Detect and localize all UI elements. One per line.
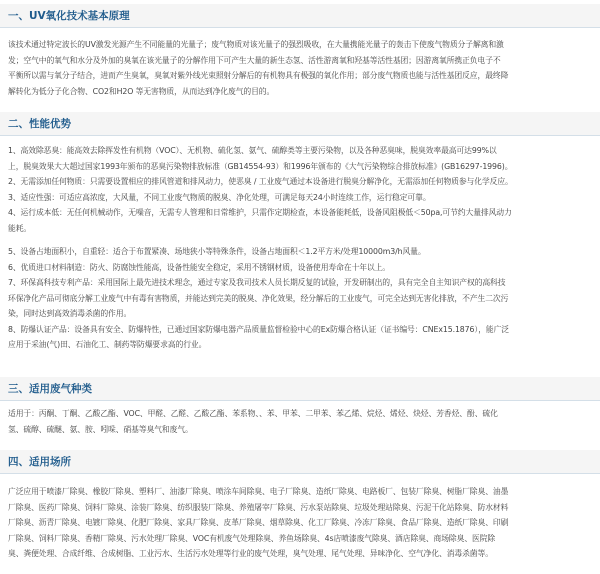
paragraph-line: 8、防爆认证产品：设备具有安全、防爆特性，已通过国家防爆电器产品质量监督检验中心的Ex防爆合格认证（证书编号：CNEx15.1876），能广泛: [8, 324, 509, 334]
section-title: 二、性能优势: [8, 118, 71, 130]
paragraph-spacer: [8, 236, 592, 244]
section-header-1: [0, 4, 600, 28]
paragraph-line: 1、高效除恶臭：能高效去除挥发性有机物（VOC）、无机物、硫化氢、氨气、硫醇类等主要污染物，以及各种恶臭味，脱臭效率最高可达99%以: [8, 146, 497, 155]
paragraph-line: 应用于采油(气)田、石油化工、制药等防爆要求高的行业。: [8, 340, 207, 349]
paragraph-line: 3、适应性强：可适应高浓度，大风量，不同工业废气物质的脱臭、净化处理，可满足每天24小时连续工作，运行稳定可靠。: [8, 192, 431, 202]
paragraph-line: 适用于：丙酮、丁酮、乙酸乙酯、VOC、甲醛、乙醛、乙酸乙酯、苯系物、、苯、甲苯、二甲苯、苯乙烯、烷烃、烯烃、炔烃、芳香烃、酚、硫化: [8, 409, 498, 418]
paragraph-line: 平衡所以需与氧分子结合，进而产生臭氧，臭氧对紫外线光束照射分解后的有机物具有极强的氧化作用；部分废气物质也能与活性基团反应，最终降: [8, 71, 509, 80]
paragraph-line: 该技术通过特定波长的UV激发光源产生不同能量的光量子；废气物质对该光量子的强烈吸收，在大量携能光量子的轰击下使废气物质分子解离和激: [8, 40, 504, 49]
paragraph-line: 能耗。: [8, 223, 32, 233]
section-body-1: [8, 37, 592, 99]
paragraph-line: 臭、粪便处理、合成纤维、合成树脂、工业污水、生活污水处理等行业的废气处理，臭气处理、尾气处理、异味净化、空气净化、消毒杀菌等。: [8, 549, 493, 558]
section-header-2: [0, 112, 600, 136]
paragraph-line: 染，同时达到高效消毒杀菌的作用。: [8, 309, 132, 318]
paragraph-line: 解转化为低分子化合物、CO2和H2O 等无害物质，从而达到净化废气的目的。: [8, 86, 275, 96]
section-title: 一、UV氧化技术基本原理: [8, 10, 130, 22]
paragraph-line: 2、无需添加任何物质：只需要设置相应的排风管道和排风动力，使恶臭 / 工业废气通过本设备进行脱臭分解净化，无需添加任何物质参与化学反应。: [8, 177, 513, 186]
section-body-3: [8, 406, 592, 437]
paragraph-line: 广泛应用于喷漆厂除臭、橡胶厂除臭、塑料厂、油漆厂除臭、喷涂车间除臭、电子厂除臭、造纸厂除臭、电路板厂、包装厂除臭、树脂厂除臭、油墨: [8, 487, 509, 496]
paragraph-line: 上，脱臭效果大大超过国家1993年颁布的恶臭污染物排放标准（GB14554-93）和1996年颁布的《大气污染物综合排放标准》(GB16297-1996)。: [8, 161, 513, 171]
section-body-2: [8, 143, 592, 353]
paragraph-line: 4、运行成本低：无任何机械动作，无噪音，无需专人管理和日常维护，只需作定期检查，本设备能耗低，设备风阻极低＜50pa,可节约大量排风动力: [8, 208, 512, 217]
section-body-4: [8, 484, 592, 562]
paragraph-line: 厂除臭、医药厂除臭、饲料厂除臭、涂装厂除臭、纺织服装厂除臭、养殖屠宰厂除臭、污水泵站除臭、垃圾处理站除臭、污泥干化站除臭、防水材料: [8, 502, 509, 512]
paragraph-line: 6、优质进口材料制造：防火、防腐蚀性能高，设备性能安全稳定，采用不锈钢材质，设备使用寿命在十年以上。: [8, 262, 391, 272]
paragraph-line: 厂除臭、沥青厂除臭、电镀厂除臭、化肥厂除臭、家具厂除臭、皮革厂除臭、烟草除臭、化工厂除臭、冷冻厂除臭、食品厂除臭、造纸厂除臭、印刷: [8, 518, 509, 527]
paragraph-line: 7、环保高科技专利产品：采用国际上最先进技术理念，通过专家及我司技术人员长期反复的试验，开发研制出的，具有完全自主知识产权的高科技: [8, 278, 506, 287]
paragraph-line: 厂除臭、饲料厂除臭、香精厂除臭、污水处理厂除臭、VOC有机废气处理除臭、养鱼场除臭、4s店喷漆废气除臭、酒店除臭、商场除臭、医院除: [8, 533, 496, 543]
paragraph-line: 5、设备占地面积小，自重轻：适合于布置紧凑、场地狭小等特殊条件，设备占地面积＜1.2平方米/处理10000m3/h风量。: [8, 247, 426, 256]
paragraph-line: 环保净化产品可彻底分解工业废气中有毒有害物质，并能达到完美的脱臭、净化效果，经分解后的工业废气，可完全达到无害化排放，不产生二次污: [8, 293, 509, 303]
section-header-3: [0, 377, 600, 401]
section-header-4: [0, 450, 600, 474]
paragraph-line: 氢、硫醇、硫醚、氨、胺、吲哚、硝基等臭气和废气。: [8, 424, 193, 434]
paragraph-line: 发；空气中的氧气和水分及外加的臭氧在该光量子的分解作用下可产生大量的新生态氢、活性游离氧和羟基等活性基团；因游离氧所携正负电子不: [8, 55, 501, 65]
section-title: 三、适用废气种类: [8, 383, 92, 395]
section-title: 四、适用场所: [8, 456, 71, 468]
